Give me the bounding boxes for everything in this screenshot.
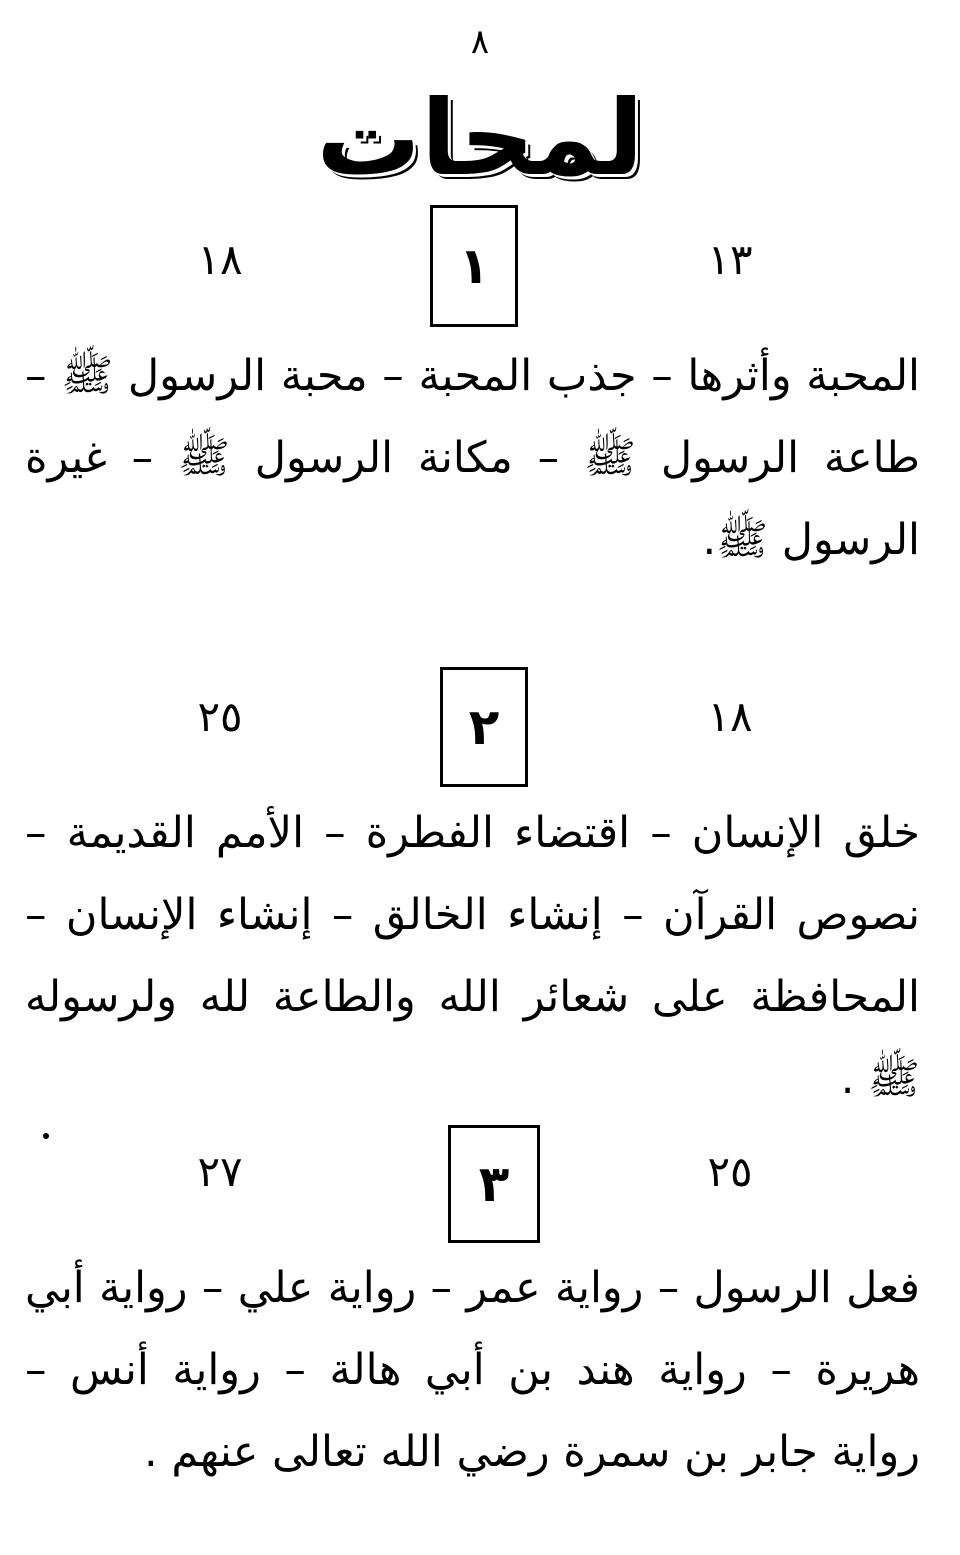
section-3-page-end: ٢٧ (197, 1147, 243, 1196)
section-3-number-box (448, 1125, 540, 1243)
section-3-number: ٣ (478, 1155, 510, 1213)
section-2 (0, 667, 960, 1104)
section-1-page-start: ١٣ (707, 235, 753, 284)
section-3-text: فعل الرسول – رواية عمر – رواية علي – رواية أبي هريرة – رواية هند بن أبي هالة – رواية أنس – رواية جابر بن سمرة رضي الله تعالى عنهم . (25, 1263, 920, 1477)
section-2-number: ٢ (468, 698, 500, 756)
section-2-page-start: ١٨ (707, 692, 753, 741)
section-3 (0, 1125, 960, 1555)
section-2-number-box (440, 667, 528, 787)
section-2-text: خلق الإنسان – اقتضاء الفطرة – الأمم القديمة – نصوص القرآن – إنشاء الخالق – إنشاء الإنسان – المحافظة على شعائر الله والطاعة لله ولرسوله ﷺ . (25, 808, 920, 1104)
section-1 (0, 205, 960, 635)
section-2-page-end: ٢٥ (197, 692, 243, 741)
section-3-page-start: ٢٥ (707, 1147, 753, 1196)
page-title: لمحات (316, 77, 644, 199)
section-1-text: المحبة وأثرها – جذب المحبة – محبة الرسول ﷺ – طاعة الرسول ﷺ – مكانة الرسول ﷺ – غيرة الرسول ﷺ. (25, 351, 920, 565)
section-1-number-box (430, 205, 518, 327)
page-number: ٨ (470, 22, 490, 62)
section-1-page-end: ١٨ (197, 235, 243, 284)
section-1-number: ١ (458, 237, 490, 295)
